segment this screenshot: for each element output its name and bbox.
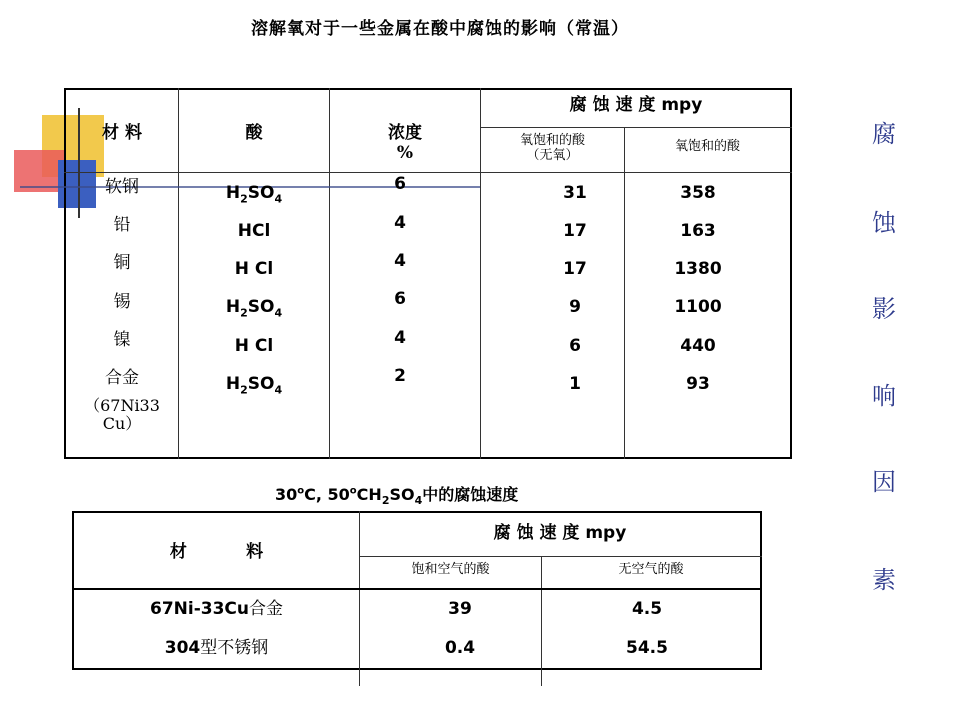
t2-rate-air: 39 xyxy=(448,599,472,619)
rate-no-oxygen: 6 xyxy=(569,336,581,356)
acid-cell: $H_2SO_4$ xyxy=(225,297,283,320)
header-acid: 酸 xyxy=(245,123,263,143)
rate-oxygen-saturated: 93 xyxy=(686,374,710,394)
material-cell: 铅 xyxy=(113,215,131,235)
conc-cell: 4 xyxy=(394,328,406,348)
rate-no-oxygen: 31 xyxy=(563,183,587,203)
rate-oxygen-saturated: 358 xyxy=(680,183,716,203)
rate-no-oxygen: 9 xyxy=(569,297,581,317)
t2-rate-no-air: 54.5 xyxy=(626,638,668,658)
header-material: 材 料 xyxy=(102,123,142,143)
side-char: 影 xyxy=(872,295,896,323)
side-char: 腐 xyxy=(872,120,896,148)
table-2-title: 30$^o$C, $50^oCH_2SO_4$中的腐蚀速度 xyxy=(275,485,519,508)
rate-no-oxygen: 1 xyxy=(569,374,581,394)
acid-cell: $H_2SO_4$ xyxy=(225,183,283,206)
rate-no-oxygen: 17 xyxy=(563,259,587,279)
t2-rate-no-air: 4.5 xyxy=(631,599,663,619)
side-char: 蚀 xyxy=(872,209,896,237)
material-cell: 合金 xyxy=(105,368,139,388)
material-cell: 锡 xyxy=(113,292,131,312)
t2-header-corrosion-rate: 腐 蚀 速 度 mpy xyxy=(493,523,627,543)
rate-oxygen-saturated: 440 xyxy=(680,336,716,356)
rate-no-oxygen: 17 xyxy=(563,221,587,241)
side-char: 素 xyxy=(872,566,896,594)
acid-cell: H Cl xyxy=(234,336,274,356)
conc-cell: 4 xyxy=(394,251,406,271)
acid-cell: HCl xyxy=(237,221,271,241)
material-cell: 镍 xyxy=(113,330,131,350)
conc-cell: 4 xyxy=(394,213,406,233)
t2-header-sub-2: 无空气的酸 xyxy=(618,562,684,577)
conc-cell: 6 xyxy=(394,174,406,194)
material-cell: 软钢 xyxy=(105,177,139,197)
rate-oxygen-saturated: 1380 xyxy=(674,259,722,279)
rate-oxygen-saturated: 163 xyxy=(680,221,716,241)
material-cell: 铜 xyxy=(113,253,131,273)
alloy-note xyxy=(66,397,178,434)
t2-material-cell: 304型不锈钢 xyxy=(164,638,269,658)
conc-cell: 6 xyxy=(394,289,406,309)
header-sub-1-line2: （无氧） xyxy=(526,147,579,163)
side-char: 响 xyxy=(872,382,896,410)
t2-header-sub-1: 饱和空气的酸 xyxy=(411,562,490,577)
header-sub-1 xyxy=(481,134,624,164)
alloy-note-line1: （67Ni33 xyxy=(84,396,160,415)
acid-cell: $H_2SO_4$ xyxy=(225,374,283,397)
header-concentration: 浓度 % xyxy=(388,123,422,163)
header-sub-2: 氧饱和的酸 xyxy=(674,139,740,154)
header-sub-1-line1: 氧饱和的酸 xyxy=(519,133,585,148)
alloy-note-line2: Cu） xyxy=(102,414,142,434)
rate-oxygen-saturated: 1100 xyxy=(674,297,722,317)
acid-cell: H Cl xyxy=(234,259,274,279)
t2-rate-air: 0.4 xyxy=(444,638,476,658)
conc-cell: 2 xyxy=(394,366,406,386)
header-corrosion-rate: 腐 蚀 速 度 mpy xyxy=(569,95,703,115)
page-title: 溶解氧对于一些金属在酸中腐蚀的影响（常温） xyxy=(251,19,629,39)
side-char: 因 xyxy=(872,468,896,496)
t2-header-material: 材 料 xyxy=(169,542,264,562)
t2-material-cell: 67Ni-33Cu合金 xyxy=(149,599,283,619)
